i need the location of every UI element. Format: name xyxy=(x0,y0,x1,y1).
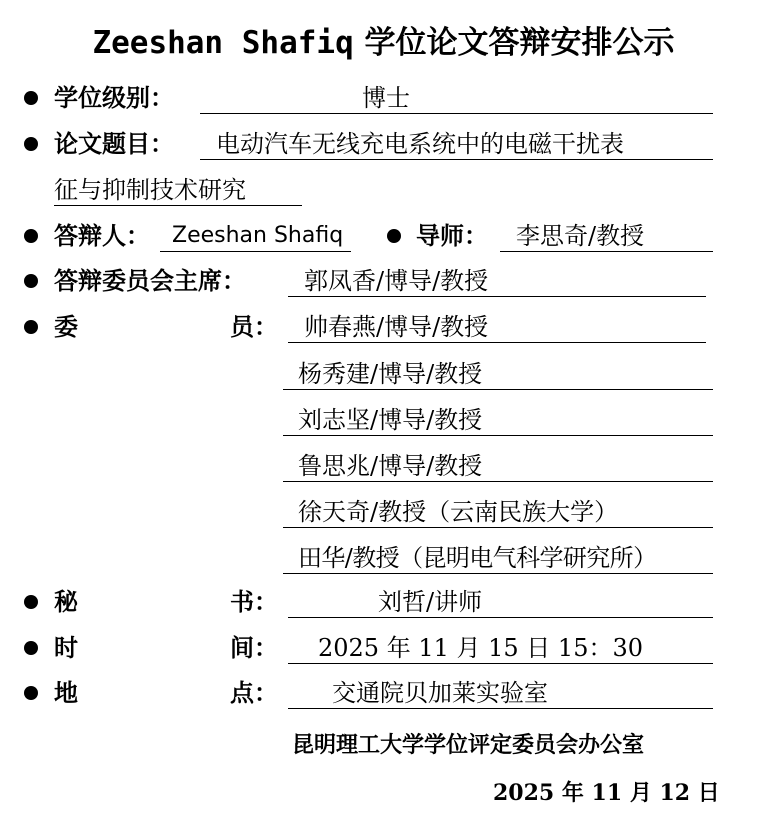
thesis-title-line1: 电动汽车无线充电系统中的电磁干扰表 xyxy=(216,130,624,158)
defender-label: 答辩人： xyxy=(54,221,150,250)
committee-member: 田华/教授（昆明电气科学研究所） xyxy=(298,544,657,572)
location-label-a: 地 xyxy=(54,678,78,707)
secretary-label-a: 秘 xyxy=(54,587,78,616)
time-label-b: 间： xyxy=(230,633,278,662)
advisor-label: 导师： xyxy=(416,221,488,250)
chair-label: 答辩委员会主席： xyxy=(54,266,246,295)
page-title xyxy=(0,18,767,68)
time-label-a: 时 xyxy=(54,633,78,662)
degree-underline xyxy=(200,113,713,114)
bullet-icon xyxy=(24,91,38,105)
degree-label: 学位级别： xyxy=(54,83,174,112)
location-value: 交通院贝加莱实验室 xyxy=(332,679,548,707)
committee-label-b: 员： xyxy=(230,312,278,341)
defender-value: Zeeshan Shafiq xyxy=(172,223,344,248)
committee-member: 徐天奇/教授（云南民族大学） xyxy=(298,498,619,526)
secretary-underline xyxy=(288,617,713,618)
thesis-label: 论文题目： xyxy=(54,129,174,158)
committee-member: 帅春燕/博导/教授 xyxy=(304,313,489,341)
issue-date: 2025 年 11 月 12 日 xyxy=(493,780,720,806)
thesis-title-line2: 征与抑制技术研究 xyxy=(54,176,246,204)
secretary-value: 刘哲/讲师 xyxy=(378,588,483,616)
secretary-label-b: 书： xyxy=(230,587,278,616)
committee-member: 杨秀建/博导/教授 xyxy=(298,360,483,388)
bullet-icon xyxy=(24,686,38,700)
location-label-b: 点： xyxy=(230,678,278,707)
bullet-icon xyxy=(24,641,38,655)
committee-member: 鲁思兆/博导/教授 xyxy=(298,452,483,480)
bullet-icon xyxy=(24,137,38,151)
committee-label-a: 委 xyxy=(54,312,78,341)
time-value: 2025 年 11 月 15 日 15：30 xyxy=(318,634,644,662)
committee-member: 刘志坚/博导/教授 xyxy=(298,406,483,434)
bullet-icon xyxy=(24,229,38,243)
bullet-icon xyxy=(24,274,38,288)
title-text: 学位论文答辩安排公示 xyxy=(364,25,675,61)
bullet-icon xyxy=(387,229,401,243)
title-name: Zeeshan Shafiq xyxy=(92,25,354,61)
bullet-icon xyxy=(24,320,38,334)
degree-value: 博士 xyxy=(362,84,410,112)
advisor-value: 李思奇/教授 xyxy=(516,222,645,250)
chair-value: 郭凤香/博导/教授 xyxy=(304,267,489,295)
issuer: 昆明理工大学学位评定委员会办公室 xyxy=(292,732,645,758)
bullet-icon xyxy=(24,595,38,609)
